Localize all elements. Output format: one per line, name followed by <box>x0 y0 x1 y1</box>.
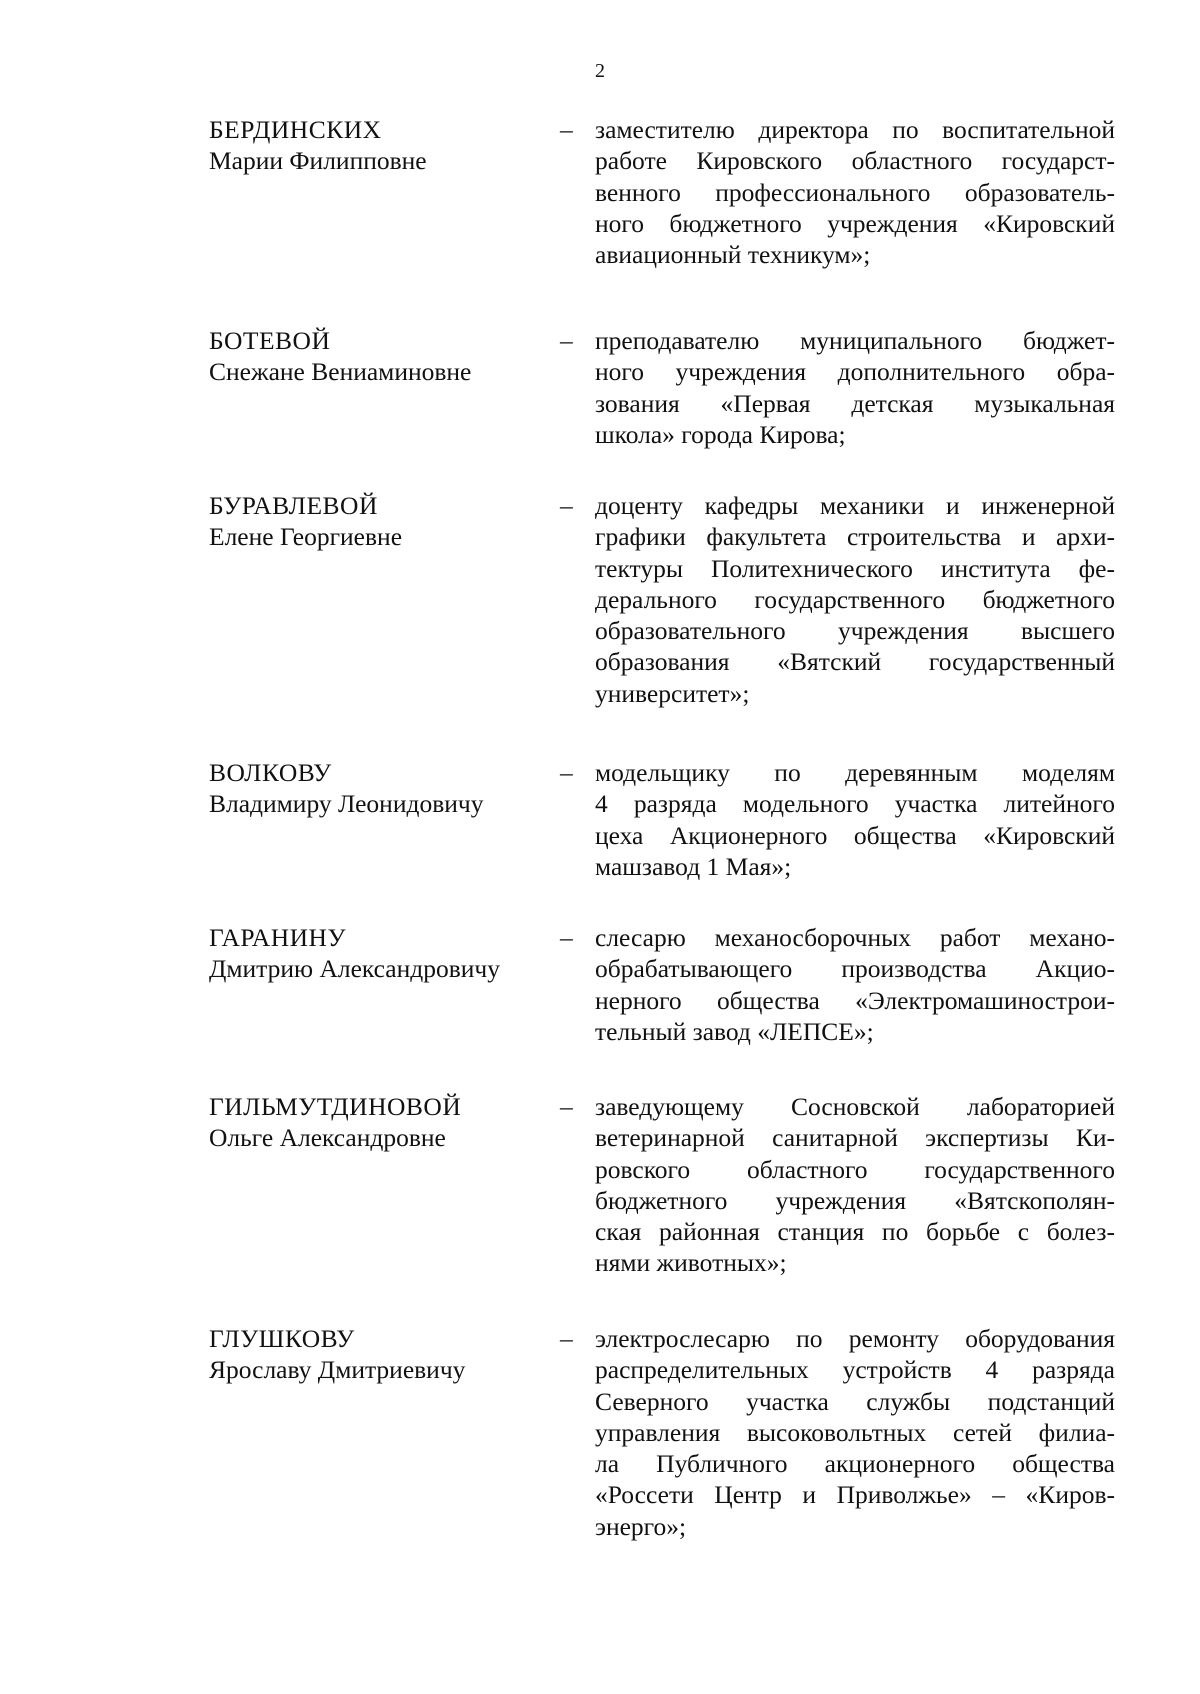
person-name <box>209 114 539 177</box>
dash: – <box>560 923 573 952</box>
description-line: слесарю механосборочных работ механо- <box>595 923 1115 952</box>
given-name: Марии Филипповне <box>209 146 427 176</box>
description-line: нерного общества «Электромашинострои- <box>595 985 1115 1015</box>
description-line: доценту кафедры механики и инженерной <box>595 491 1115 520</box>
description-line: «Россети Центр и Приволжье» – «Киров- <box>595 1480 1115 1510</box>
description-line: ного учреждения дополнительного обра- <box>595 357 1115 387</box>
description-line: университет»; <box>595 678 750 708</box>
dash: – <box>560 491 573 520</box>
person-name <box>209 1091 539 1154</box>
description-line: энерго»; <box>595 1511 687 1541</box>
person-name <box>209 922 539 985</box>
description-line: модельщику по деревянным моделям <box>595 758 1115 787</box>
dash: – <box>560 1324 573 1353</box>
dash: – <box>560 115 573 144</box>
given-name: Ольге Александровне <box>209 1123 446 1153</box>
position-description <box>595 757 1115 882</box>
position-description <box>595 325 1115 450</box>
description-line: нями животных»; <box>595 1248 787 1278</box>
description-line: графики факультета строительства и архи- <box>595 522 1115 552</box>
surname: ВОЛКОВУ <box>209 758 332 787</box>
position-description <box>595 922 1115 1047</box>
description-line: ла Публичного акционерного общества <box>595 1449 1115 1479</box>
person-name <box>209 325 539 388</box>
person-name <box>209 490 539 553</box>
description-line: тектуры Политехнического института фе- <box>595 553 1115 583</box>
description-line: тельный завод «ЛЕПСЕ»; <box>595 1016 874 1046</box>
dash: – <box>560 1092 573 1121</box>
description-line: ного бюджетного учреждения «Кировский <box>595 208 1115 238</box>
description-line: 4 разряда модельного участка литейного <box>595 789 1115 819</box>
given-name: Ярославу Дмитриевичу <box>209 1355 466 1385</box>
given-name: Владимиру Леонидовичу <box>209 789 484 819</box>
description-line: заведующему Сосновской лабораторией <box>595 1092 1115 1121</box>
description-line: зования «Первая детская музыкальная <box>595 388 1115 418</box>
given-name: Снежане Вениаминовне <box>209 357 472 387</box>
position-description <box>595 1091 1115 1279</box>
description-line: работе Кировского областного государст- <box>595 146 1115 176</box>
description-line: электрослесарю по ремонту оборудования <box>595 1324 1115 1353</box>
person-name <box>209 1323 539 1386</box>
position-description <box>595 1323 1115 1542</box>
description-line: цеха Акционерного общества «Кировский <box>595 820 1115 850</box>
description-line: управления высоковольтных сетей филиа- <box>595 1417 1115 1447</box>
surname: БОТЕВОЙ <box>209 326 331 355</box>
description-line: распределительных устройств 4 разряда <box>595 1355 1115 1385</box>
description-line: ветеринарной санитарной экспертизы Ки- <box>595 1123 1115 1153</box>
description-line: бюджетного учреждения «Вятскополян- <box>595 1185 1115 1215</box>
surname: БУРАВЛЕВОЙ <box>209 491 378 520</box>
dash: – <box>560 758 573 787</box>
surname: ГЛУШКОВУ <box>209 1324 355 1353</box>
description-line: образовательного учреждения высшего <box>595 616 1115 646</box>
description-line: авиационный техникум»; <box>595 240 871 270</box>
description-line: дерального государственного бюджетного <box>595 584 1115 614</box>
description-line: обрабатывающего производства Акцио- <box>595 954 1115 984</box>
page-number: 2 <box>595 60 605 82</box>
description-line: образования «Вятский государственный <box>595 647 1115 677</box>
description-line: Северного участка службы подстанций <box>595 1386 1115 1416</box>
description-line: ская районная станция по борьбе с болез- <box>595 1217 1115 1247</box>
given-name: Дмитрию Александровичу <box>209 954 500 984</box>
description-line: школа» города Кирова; <box>595 419 846 449</box>
description-line: машзавод 1 Мая»; <box>595 851 792 881</box>
given-name: Елене Георгиевне <box>209 522 403 552</box>
position-description <box>595 114 1115 270</box>
surname: ГИЛЬМУТДИНОВОЙ <box>209 1092 462 1121</box>
surname: БЕРДИНСКИХ <box>209 115 382 144</box>
description-line: ровского областного государственного <box>595 1154 1115 1184</box>
dash: – <box>560 326 573 355</box>
surname: ГАРАНИНУ <box>209 923 347 952</box>
description-line: венного профессионального образователь- <box>595 177 1115 207</box>
description-line: преподавателю муниципального бюджет- <box>595 326 1115 355</box>
description-line: заместителю директора по воспитательной <box>595 115 1115 144</box>
person-name <box>209 757 539 820</box>
position-description <box>595 490 1115 709</box>
